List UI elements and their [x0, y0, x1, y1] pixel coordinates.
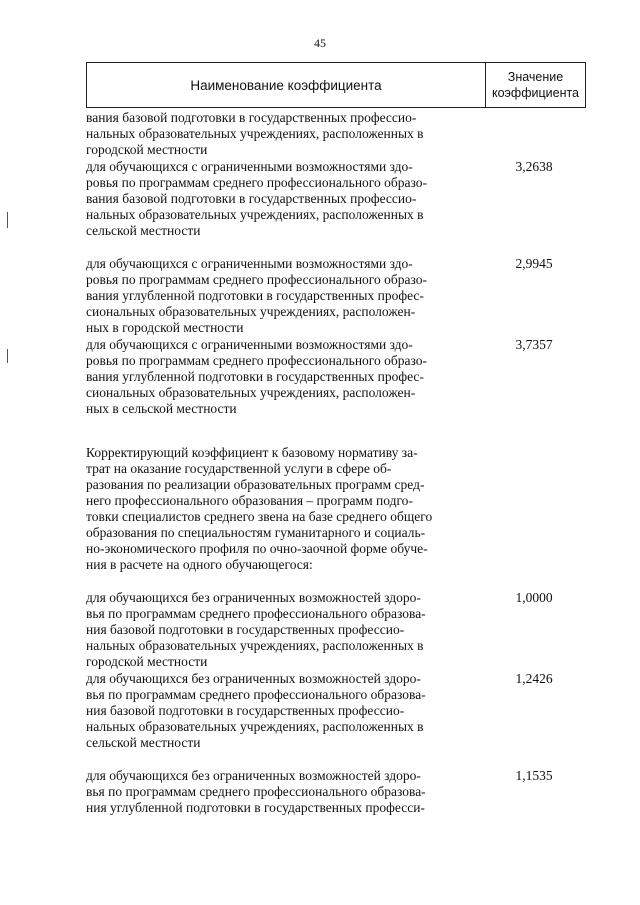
row-value: 1,2426 — [515, 671, 553, 686]
header-coefficient-name: Наименование коэффициента — [87, 63, 486, 107]
row-description: для обучающихся без ограниченных возможностей здоро- вья по программам среднего профессионального образова- ния базовой подготовки в государственных профессио- нальных образовательных учреждениях, расположенных в городской местности — [86, 590, 426, 669]
header-coefficient-value-text: Значение коэффициента — [491, 70, 580, 100]
header-coefficient-value — [486, 63, 585, 107]
row-value: 2,9945 — [515, 256, 553, 271]
row-description: для обучающихся без ограниченных возможностей здоро- вья по программам среднего профессионального образова- ния базовой подготовки в государственных профессио- нальных образовательных учреждениях, расположенных в сельской местности — [86, 671, 426, 750]
row-value: 1,1535 — [515, 768, 553, 783]
row-description: для обучающихся без ограниченных возможностей здоро- вья по программам среднего профессионального образова- ния углубленной подготовки в государственных професси- — [86, 768, 426, 815]
table-row — [86, 256, 586, 336]
row-value: 3,2638 — [515, 159, 553, 174]
table-header — [86, 62, 586, 108]
continuation-row — [86, 110, 586, 158]
continuation-text: вания базовой подготовки в государственных профессио- нальных образовательных учреждениях, расположенных в городской местности — [86, 110, 424, 157]
table-row — [86, 590, 586, 670]
row-description: для обучающихся с ограниченными возможностями здо- ровья по программам среднего профессионального образо- вания углубленной подготовки в государственных профес- сиональных образовательных учреждениях, расположен- ных в сельской местности — [86, 337, 427, 416]
table-body — [86, 110, 586, 816]
scan-mark — [7, 349, 8, 363]
page-number: 45 — [314, 36, 326, 50]
section-heading-row — [86, 445, 586, 573]
table-row — [86, 159, 586, 239]
row-description: для обучающихся с ограниченными возможностями здо- ровья по программам среднего профессионального образо- вания базовой подготовки в государственных профессио- нальных образовательных учреждениях, расположенных в сельской местности — [86, 159, 427, 238]
table-row — [86, 671, 586, 751]
row-value: 3,7357 — [515, 337, 553, 352]
section-heading-value — [482, 445, 586, 573]
section-heading: Корректирующий коэффициент к базовому нормативу за- трат на оказание государственной услуги в сфере об- разования по реализации образовательных программ сред- него профессионального образования – программ подго- товки специалистов среднего звена на базе среднего общего образования по специальностям гуманитарного и социаль- но-экономического профиля по очно-заочной форме обуче- ния в расчете на одного обучающегося: — [86, 445, 433, 572]
row-description: для обучающихся с ограниченными возможностями здо- ровья по программам среднего профессионального образо- вания углубленной подготовки в государственных профес- сиональных образовательных учреждениях, расположен- ных в городской местности — [86, 256, 427, 335]
coefficient-table — [86, 62, 586, 816]
table-row — [86, 337, 586, 417]
row-value: 1,0000 — [515, 590, 553, 605]
scan-mark — [7, 212, 8, 228]
table-row — [86, 768, 586, 816]
continuation-value — [482, 110, 586, 158]
